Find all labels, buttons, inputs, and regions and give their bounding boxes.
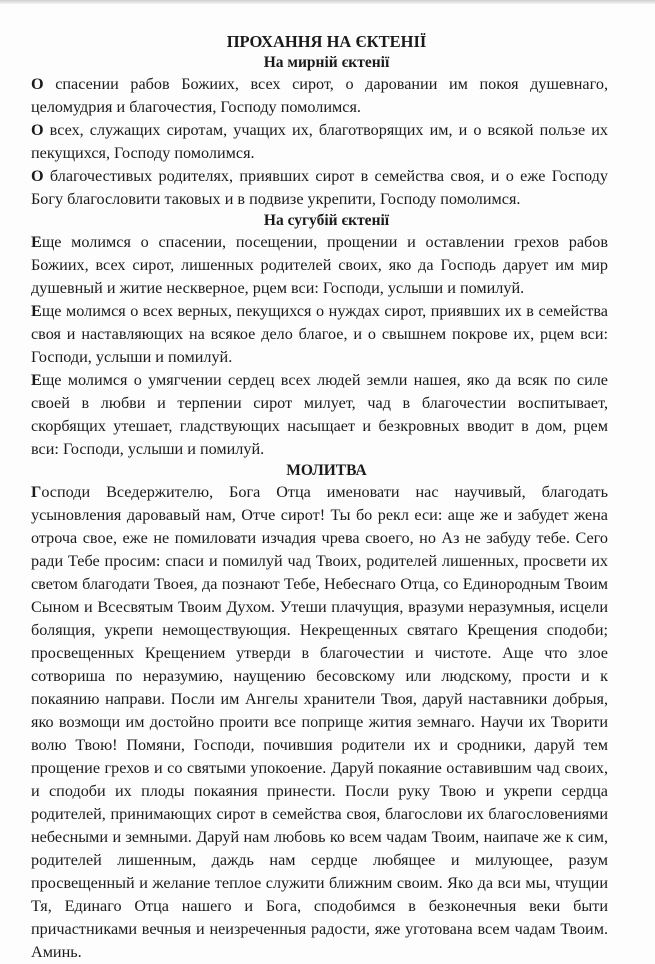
- petition-paragraph: [31, 369, 608, 461]
- paragraph-text: ще молимся о умягчении сердец всех людей земли нашея, яко да всяк по силе своей в любви и терпении сирот милует, чад в благочестии воспитывает, скорбящих утешает, гладствующих насыщает и безкровных вводит в дом, рцем вси: Господи, услыши и помилуй.: [31, 371, 608, 458]
- paragraph-text: всех, служащих сиротам, учащих их, благотворящих им, и о всякой пользе их пекущихся, Господу помолимся.: [31, 121, 608, 162]
- initial-letter: Г: [31, 483, 42, 501]
- petition-paragraph: [31, 165, 608, 211]
- section-heading-peaceful-litany: На мирній єктенії: [263, 54, 390, 71]
- paragraph-text: благочестивых родителях, приявших сирот в семейства своя, и о еже Господу Богу благословити таковых и в подвизе укрепити, Господу помолимся.: [31, 167, 608, 208]
- page-title: ПРОХАННЯ НА ЄКТЕНІЇ: [226, 32, 427, 51]
- petition-paragraph: [31, 119, 608, 165]
- initial-letter: Е: [31, 233, 42, 251]
- petition-paragraph: [31, 73, 608, 119]
- paragraph-text: ще молимся о спасении, посещении, прощении и оставлении грехов рабов Божиих, всех сирот, лишенных родителей своих, яко да Господь дарует им мир душевный и житие нескверное, рцем вси: Господи, услыши и помилуй.: [31, 233, 608, 297]
- prayer-paragraph: [31, 481, 608, 964]
- initial-letter: О: [31, 167, 44, 185]
- document-page: [31, 31, 608, 964]
- paragraph-text: ще молимся о всех верных, пекущихся о нуждах сирот, приявших их в семейства своя и наставляющих на всякое дело благое, и о свышнем покрове их, рцем вси: Господи, услыши и помилуй.: [31, 302, 608, 366]
- paragraph-text: спасении рабов Божиих, всех сирот, о даровании им покоя душевнаго, целомудрия и благочестия, Господу помолимся.: [31, 75, 608, 116]
- initial-letter: Е: [31, 302, 42, 320]
- initial-letter: О: [31, 121, 44, 139]
- initial-letter: О: [31, 75, 44, 93]
- petition-paragraph: [31, 300, 608, 369]
- scan-top-edge: [0, 0, 655, 4]
- paragraph-text: осподи Вседержителю, Бога Отца именовати нас научивый, благодать усыновления даровавый нам, Отче сирот! Ты бо рекл еси: аще же и забудет жена отроча свое, еже не помиловати изчадия чрева своего, но Аз не забуду тебе. Сего ради Тебе просим: спаси и помилуй чад Твоих, родителей лишенных, просвети их светом благодати Твоея, да познают Тебе, Небеснаго Отца, со Единородным Твоим Сыном и Всесвятым Твоим Духом. Утеши плачущия, вразуми неразумныя, исцели болящия, укрепи немоществующия. Некрещенных святаго Крещения сподоби; просвещенных Крещением утверди в благочестии и чистоте. Аще что злое сотвориша по неразумию, наущению бесовскому или людскому, прости и к покаянию направи. Посли им Ангелы хранители Твоя, даруй наставники добрыя, яко возмощи им достойно проити все поприще жития земнаго. Научи их Творити волю Твою! Помяни, Господи, почившия родители их и сродники, даруй тем прощение грехов и со святыми упокоение. Даруй покаяние оставившим чад своих, и сподоби их плоды покаяния принести. Посли руку Твою и укрепи сердца родителей, принимающих сирот в семейства своя, благослови их благословениями небесными и земными. Даруй нам любовь ко всем чадам Твоим, наипаче же к сим, родителей лишенным, даждь нам сердце любящее и милующее, разум просвещенный и желание теплое служити ближним своим. Яко да вси мы, чтущии Тя, Единаго Отца нашего и Бога, сподобимся в безконечныя веки быти причастниками вечныя и неизреченныя радости, яже уготована всем чадам Твоим. Аминь.: [31, 483, 608, 961]
- section-heading-augmented-litany: На сугубій єктенії: [263, 212, 390, 229]
- section-heading-prayer: МОЛИТВА: [286, 462, 367, 479]
- petition-paragraph: [31, 231, 608, 300]
- initial-letter: Е: [31, 371, 42, 389]
